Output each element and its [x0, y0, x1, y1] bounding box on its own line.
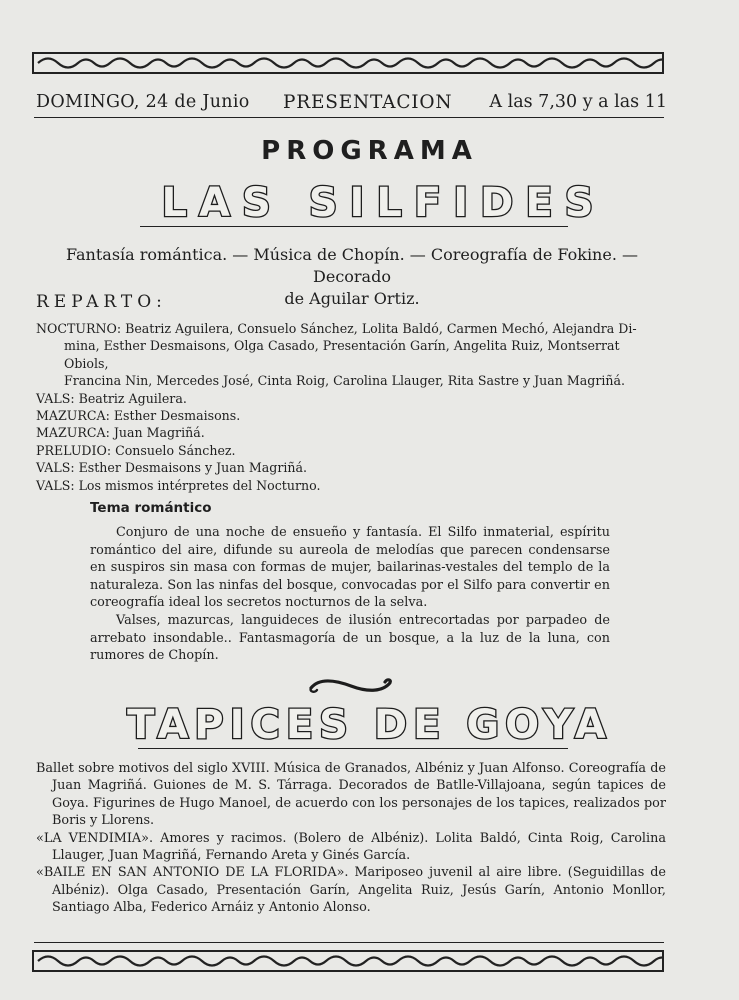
- ballet2-title-rule: [138, 748, 568, 749]
- footer-rule: [34, 942, 664, 943]
- cast-entry-mazurca: MAZURCA: Juan Magriñá.: [36, 425, 205, 441]
- program-title: PROGRAMA: [261, 136, 478, 166]
- tema-paragraph: Conjuro de una noche de ensueño y fantasía. El Silfo inmaterial, espíritu romántico del aire, difunde su aureola de melodías que parecen condensarse en suspiros sin masa con formas de mujer, bailarinas-vestales del templo de la naturaleza. Son las ninfas del bosque, convocadas por el Silfo para convertir en coreografía ideal los secretos nocturnos de la selva.: [90, 525, 610, 611]
- ballet2-paragraph: «BAILE EN SAN ANTONIO DE LA FLORIDA». Mariposeo juvenil al aire libre. (Seguidillas de Albéniz). Olga Casado, Presentación Garín, Angelita Ruiz, Jesús Garín, Antonio Monllor, Santiago Alba, Federico Arnáiz y Antonio Alonso.: [36, 865, 666, 916]
- tema-title: Tema romántico: [90, 500, 212, 516]
- flourish-ornament: [305, 676, 397, 702]
- top-ornamental-border: [32, 52, 664, 74]
- cast-list: [36, 320, 664, 494]
- cast-line: Francina Nin, Mercedes José, Cinta Roig, Carolina Llauger, Rita Sastre y Juan Magriñá.: [64, 373, 626, 389]
- reparto-label: REPARTO:: [36, 292, 167, 312]
- ballet2-title: TAPICES DE GOYA: [127, 702, 612, 748]
- ballet2-paragraph: «LA VENDIMIA». Amores y racimos. (Bolero de Albéniz). Lolita Baldó, Cinta Roig, Carolina Llauger, Juan Magriñá, Fernando Areta y Ginés García.: [36, 830, 666, 864]
- ballet1-subtitle-line1: Fantasía romántica. — Música de Chopín. — Coreografía de Fokine. — Decorado: [65, 245, 638, 286]
- ballet1-title-rule: [140, 226, 568, 227]
- cast-line: mina, Esther Desmaisons, Olga Casado, Presentación Garín, Angelita Ruiz, Montserrat Obiols,: [64, 338, 620, 371]
- cast-line: NOCTURNO: Beatriz Aguilera, Consuelo Sánchez, Lolita Baldó, Carmen Mechó, Alejandra Di-: [36, 321, 637, 336]
- cast-entry-vals: VALS: Beatriz Aguilera.: [36, 390, 187, 406]
- tema-text: [90, 524, 610, 665]
- date-label: DOMINGO, 24 de Junio: [36, 92, 250, 112]
- ballet2-text: [36, 760, 666, 917]
- cast-entry-preludio: PRELUDIO: Consuelo Sánchez.: [36, 442, 236, 458]
- cast-entry-vals: VALS: Los mismos intérpretes del Nocturno.: [36, 477, 321, 493]
- cast-entry-mazurca: MAZURCA: Esther Desmaisons.: [36, 408, 241, 424]
- ballet2-paragraph: Ballet sobre motivos del siglo XVIII. Música de Granados, Albéniz y Juan Alfonso. Coreografía de Juan Magriñá. Guiones de M. S. Tárraga. Decorados de Batlle-Villajoana, según tapices de Goya. Figurines de Hugo Manoel, de acuerdo con los personajes de los tapices, realizados por Boris y Llorens.: [36, 761, 666, 829]
- bottom-ornamental-border: [32, 950, 664, 972]
- cast-entry-nocturno: [36, 320, 664, 390]
- cast-entry-vals: VALS: Esther Desmaisons y Juan Magriñá.: [36, 460, 308, 476]
- header-rule: [34, 117, 664, 118]
- ballet1-title: LAS SILFIDES: [161, 180, 606, 226]
- ballet1-subtitle-line2: de Aguilar Ortiz.: [284, 289, 420, 308]
- tema-paragraph: Valses, mazurcas, languideces de ilusión entrecortadas por parpadeo de arrebato insondable.. Fantasmagoría de un bosque, a la luz de la luna, con rumores de Chopín.: [90, 612, 610, 664]
- event-label: PRESENTACION: [283, 92, 453, 113]
- times-label: A las 7,30 y a las 11: [489, 92, 667, 112]
